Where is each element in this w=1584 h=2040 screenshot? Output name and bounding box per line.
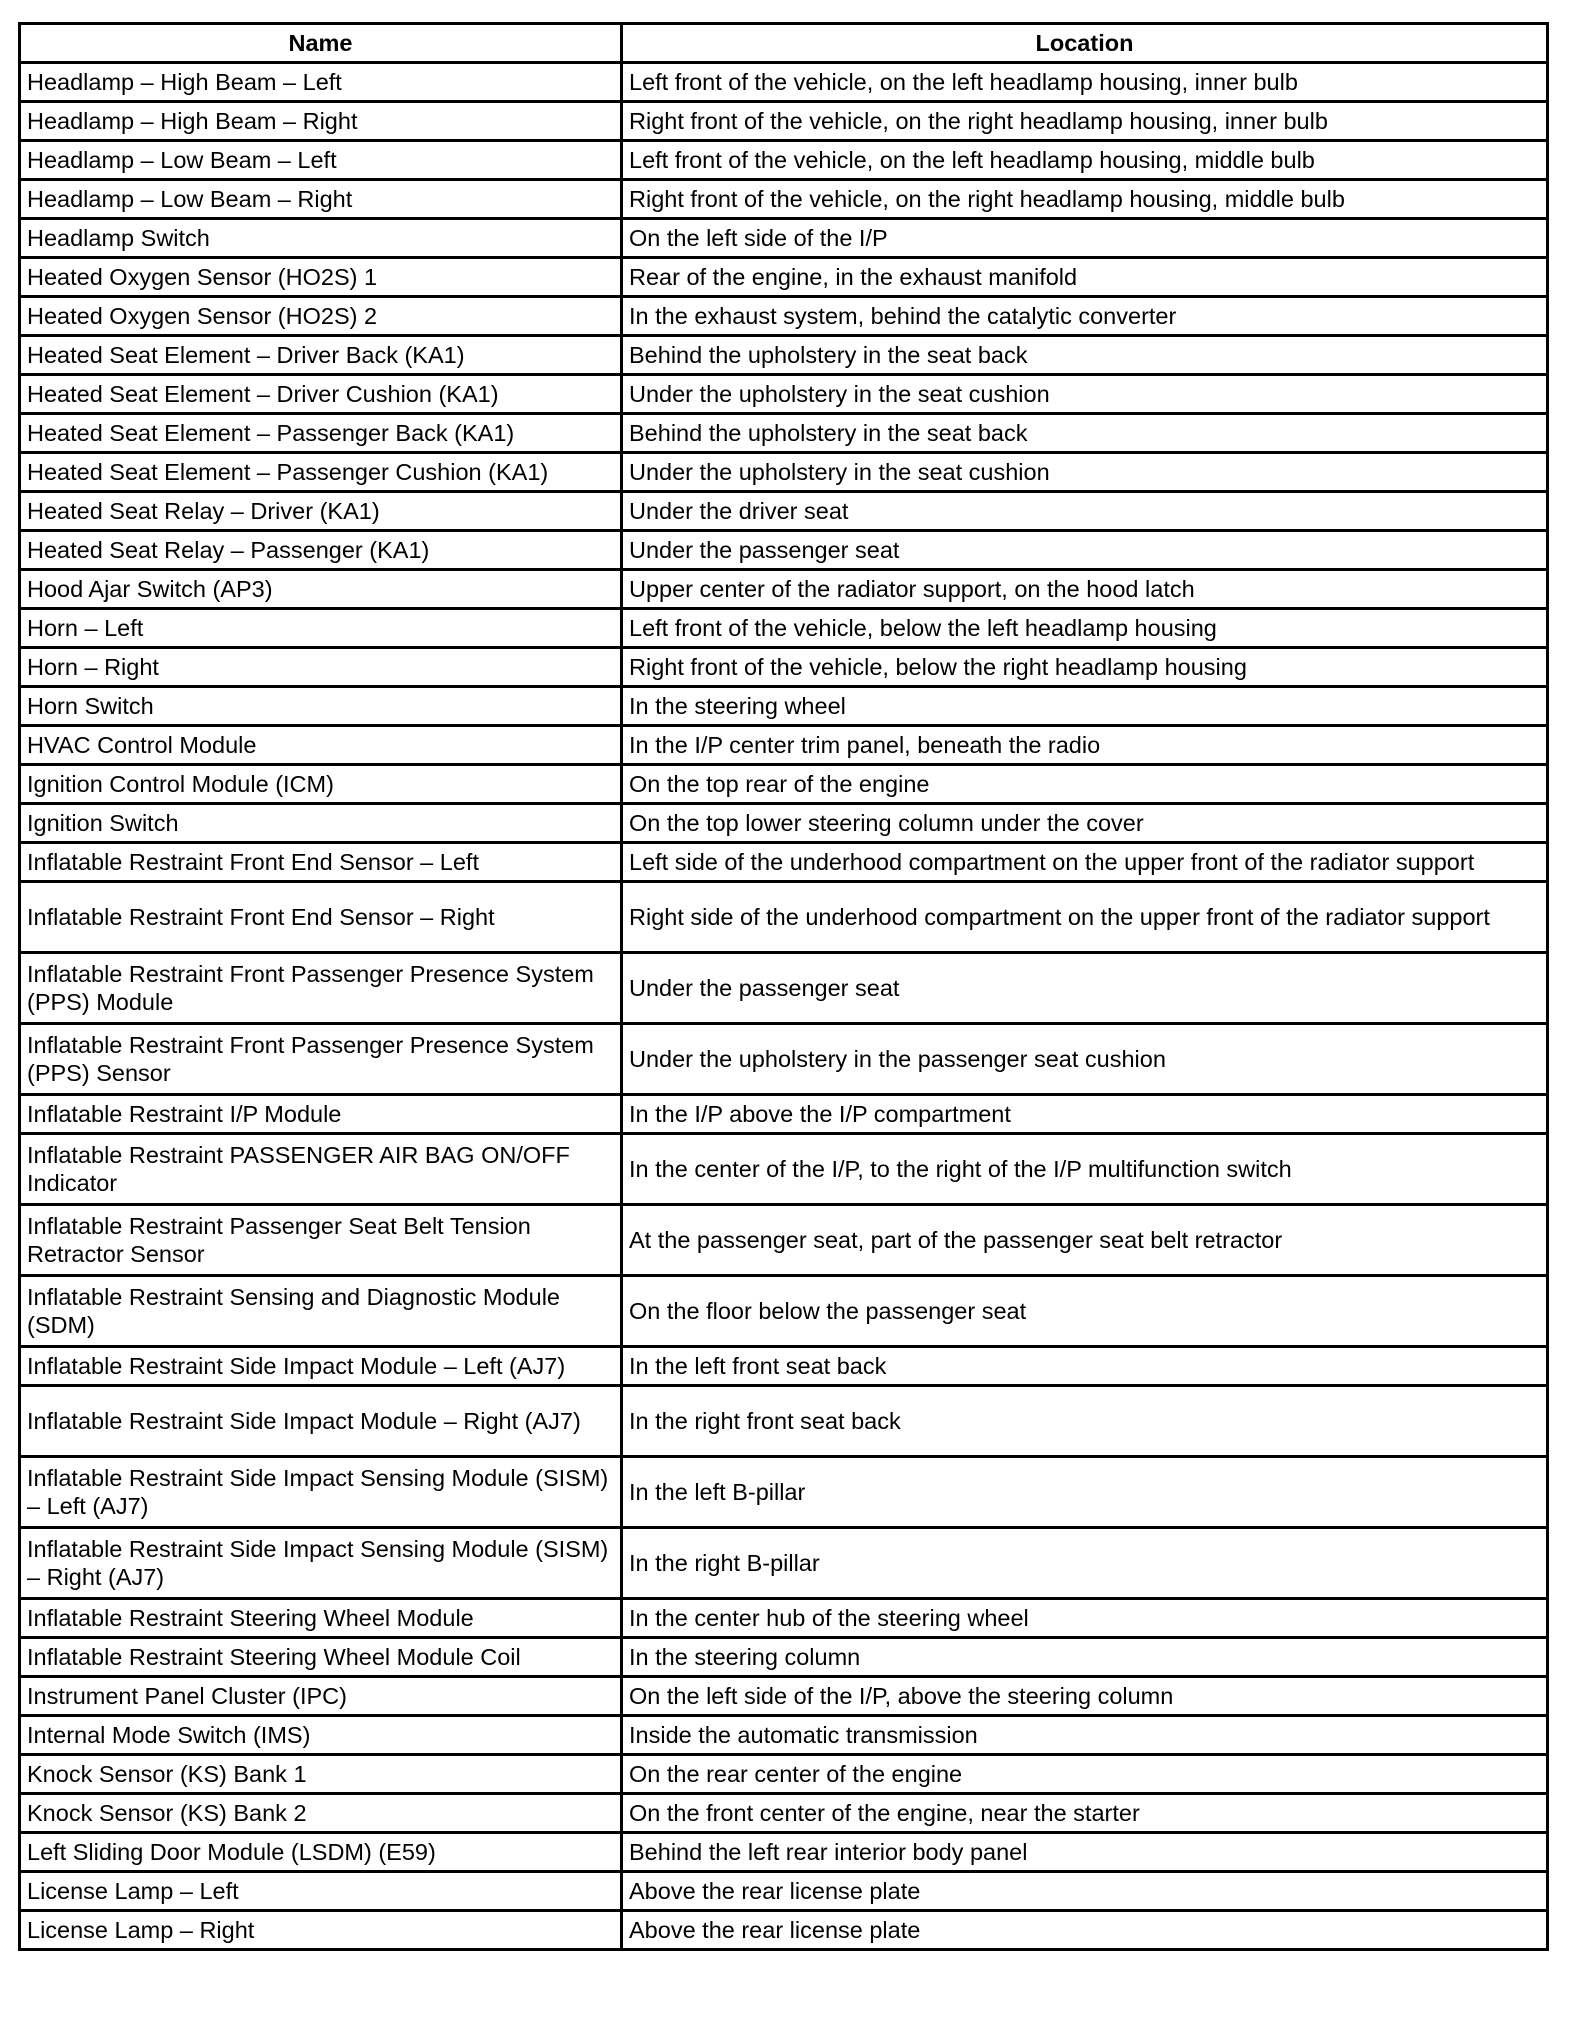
column-header-location: Location <box>622 24 1548 63</box>
table-row <box>20 1599 1548 1638</box>
cell-name: Inflatable Restraint Front End Sensor – Left <box>20 843 622 882</box>
cell-location: Above the rear license plate <box>622 1911 1548 1950</box>
cell-name: Heated Oxygen Sensor (HO2S) 2 <box>20 297 622 336</box>
table-row <box>20 609 1548 648</box>
cell-location: Above the rear license plate <box>622 1872 1548 1911</box>
table-row <box>20 1833 1548 1872</box>
cell-location: Left side of the underhood compartment on the upper front of the radiator support <box>622 843 1548 882</box>
cell-name: HVAC Control Module <box>20 726 622 765</box>
cell-name: Inflatable Restraint Passenger Seat Belt Tension Retractor Sensor <box>20 1205 622 1276</box>
cell-name: Heated Seat Element – Passenger Cushion (KA1) <box>20 453 622 492</box>
cell-name: Ignition Control Module (ICM) <box>20 765 622 804</box>
component-location-table <box>18 22 1549 1951</box>
cell-location: On the rear center of the engine <box>622 1755 1548 1794</box>
cell-name: Inflatable Restraint Side Impact Module – Left (AJ7) <box>20 1347 622 1386</box>
cell-name: Inflatable Restraint Steering Wheel Module <box>20 1599 622 1638</box>
cell-name: Hood Ajar Switch (AP3) <box>20 570 622 609</box>
cell-name: Horn Switch <box>20 687 622 726</box>
cell-location: On the floor below the passenger seat <box>622 1276 1548 1347</box>
cell-location: At the passenger seat, part of the passenger seat belt retractor <box>622 1205 1548 1276</box>
cell-name: Inflatable Restraint PASSENGER AIR BAG ON/OFF Indicator <box>20 1134 622 1205</box>
table-row <box>20 219 1548 258</box>
cell-name: Heated Seat Element – Driver Back (KA1) <box>20 336 622 375</box>
cell-location: On the left side of the I/P <box>622 219 1548 258</box>
table-row <box>20 570 1548 609</box>
table-row <box>20 336 1548 375</box>
cell-name: Inflatable Restraint Front End Sensor – Right <box>20 882 622 953</box>
cell-location: Rear of the engine, in the exhaust manifold <box>622 258 1548 297</box>
cell-location: On the left side of the I/P, above the steering column <box>622 1677 1548 1716</box>
cell-location: Under the upholstery in the seat cushion <box>622 453 1548 492</box>
cell-name: Heated Seat Relay – Driver (KA1) <box>20 492 622 531</box>
cell-name: Heated Seat Relay – Passenger (KA1) <box>20 531 622 570</box>
cell-location: On the top lower steering column under the cover <box>622 804 1548 843</box>
cell-name: Inflatable Restraint I/P Module <box>20 1095 622 1134</box>
table-row <box>20 102 1548 141</box>
table-row <box>20 1638 1548 1677</box>
cell-location: Inside the automatic transmission <box>622 1716 1548 1755</box>
cell-name: License Lamp – Right <box>20 1911 622 1950</box>
cell-name: Headlamp Switch <box>20 219 622 258</box>
cell-name: Headlamp – Low Beam – Right <box>20 180 622 219</box>
cell-location: In the steering wheel <box>622 687 1548 726</box>
table-row <box>20 1024 1548 1095</box>
table-row <box>20 843 1548 882</box>
cell-location: In the center hub of the steering wheel <box>622 1599 1548 1638</box>
table-header <box>20 24 1548 63</box>
table-row <box>20 258 1548 297</box>
cell-location: Under the upholstery in the seat cushion <box>622 375 1548 414</box>
table-row <box>20 1276 1548 1347</box>
cell-name: Knock Sensor (KS) Bank 2 <box>20 1794 622 1833</box>
table-row <box>20 1095 1548 1134</box>
table-row <box>20 1386 1548 1457</box>
cell-location: On the top rear of the engine <box>622 765 1548 804</box>
column-header-name: Name <box>20 24 622 63</box>
table-row <box>20 1205 1548 1276</box>
table-row <box>20 1794 1548 1833</box>
table-row <box>20 1911 1548 1950</box>
cell-name: Headlamp – Low Beam – Left <box>20 141 622 180</box>
cell-name: Inflatable Restraint Front Passenger Presence System (PPS) Sensor <box>20 1024 622 1095</box>
table-row <box>20 180 1548 219</box>
cell-location: In the I/P center trim panel, beneath the radio <box>622 726 1548 765</box>
cell-location: Upper center of the radiator support, on the hood latch <box>622 570 1548 609</box>
table-row <box>20 1528 1548 1599</box>
table-row <box>20 1872 1548 1911</box>
cell-name: Ignition Switch <box>20 804 622 843</box>
cell-location: Under the passenger seat <box>622 531 1548 570</box>
cell-name: Horn – Left <box>20 609 622 648</box>
cell-name: Internal Mode Switch (IMS) <box>20 1716 622 1755</box>
cell-location: In the steering column <box>622 1638 1548 1677</box>
table-row <box>20 1457 1548 1528</box>
cell-name: Horn – Right <box>20 648 622 687</box>
cell-location: In the exhaust system, behind the catalytic converter <box>622 297 1548 336</box>
table-row <box>20 531 1548 570</box>
table-row <box>20 141 1548 180</box>
cell-name: Heated Seat Element – Driver Cushion (KA1) <box>20 375 622 414</box>
cell-location: Under the driver seat <box>622 492 1548 531</box>
cell-location: In the left front seat back <box>622 1347 1548 1386</box>
table-row <box>20 414 1548 453</box>
table-row <box>20 63 1548 102</box>
cell-location: In the right front seat back <box>622 1386 1548 1457</box>
table-row <box>20 726 1548 765</box>
table-row <box>20 687 1548 726</box>
cell-name: Heated Oxygen Sensor (HO2S) 1 <box>20 258 622 297</box>
table-row <box>20 375 1548 414</box>
table-row <box>20 953 1548 1024</box>
cell-location: In the left B-pillar <box>622 1457 1548 1528</box>
cell-name: Headlamp – High Beam – Left <box>20 63 622 102</box>
cell-location: Left front of the vehicle, on the left headlamp housing, inner bulb <box>622 63 1548 102</box>
cell-name: Inflatable Restraint Steering Wheel Module Coil <box>20 1638 622 1677</box>
cell-location: Right side of the underhood compartment on the upper front of the radiator support <box>622 882 1548 953</box>
cell-name: Inflatable Restraint Side Impact Sensing Module (SISM) – Right (AJ7) <box>20 1528 622 1599</box>
table-row <box>20 648 1548 687</box>
cell-location: Under the upholstery in the passenger seat cushion <box>622 1024 1548 1095</box>
cell-name: Instrument Panel Cluster (IPC) <box>20 1677 622 1716</box>
table-row <box>20 297 1548 336</box>
table-body <box>20 63 1548 1950</box>
cell-location: Right front of the vehicle, on the right headlamp housing, middle bulb <box>622 180 1548 219</box>
header-row <box>20 24 1548 63</box>
cell-location: Under the passenger seat <box>622 953 1548 1024</box>
cell-location: Left front of the vehicle, on the left headlamp housing, middle bulb <box>622 141 1548 180</box>
cell-name: Inflatable Restraint Sensing and Diagnostic Module (SDM) <box>20 1276 622 1347</box>
table-row <box>20 1755 1548 1794</box>
cell-location: Right front of the vehicle, on the right headlamp housing, inner bulb <box>622 102 1548 141</box>
table-row <box>20 1347 1548 1386</box>
cell-location: In the I/P above the I/P compartment <box>622 1095 1548 1134</box>
cell-name: Inflatable Restraint Front Passenger Presence System (PPS) Module <box>20 953 622 1024</box>
cell-location: In the right B-pillar <box>622 1528 1548 1599</box>
table-row <box>20 453 1548 492</box>
table-row <box>20 765 1548 804</box>
cell-location: On the front center of the engine, near the starter <box>622 1794 1548 1833</box>
cell-location: Behind the upholstery in the seat back <box>622 414 1548 453</box>
table-row <box>20 882 1548 953</box>
cell-name: License Lamp – Left <box>20 1872 622 1911</box>
cell-location: In the center of the I/P, to the right of the I/P multifunction switch <box>622 1134 1548 1205</box>
cell-location: Behind the left rear interior body panel <box>622 1833 1548 1872</box>
cell-name: Inflatable Restraint Side Impact Sensing Module (SISM) – Left (AJ7) <box>20 1457 622 1528</box>
component-location-document <box>18 22 1546 1951</box>
cell-name: Heated Seat Element – Passenger Back (KA1) <box>20 414 622 453</box>
cell-name: Headlamp – High Beam – Right <box>20 102 622 141</box>
cell-name: Left Sliding Door Module (LSDM) (E59) <box>20 1833 622 1872</box>
table-row <box>20 492 1548 531</box>
cell-name: Inflatable Restraint Side Impact Module – Right (AJ7) <box>20 1386 622 1457</box>
cell-name: Knock Sensor (KS) Bank 1 <box>20 1755 622 1794</box>
cell-location: Left front of the vehicle, below the left headlamp housing <box>622 609 1548 648</box>
table-row <box>20 804 1548 843</box>
table-row <box>20 1134 1548 1205</box>
table-row <box>20 1716 1548 1755</box>
cell-location: Behind the upholstery in the seat back <box>622 336 1548 375</box>
cell-location: Right front of the vehicle, below the right headlamp housing <box>622 648 1548 687</box>
table-row <box>20 1677 1548 1716</box>
